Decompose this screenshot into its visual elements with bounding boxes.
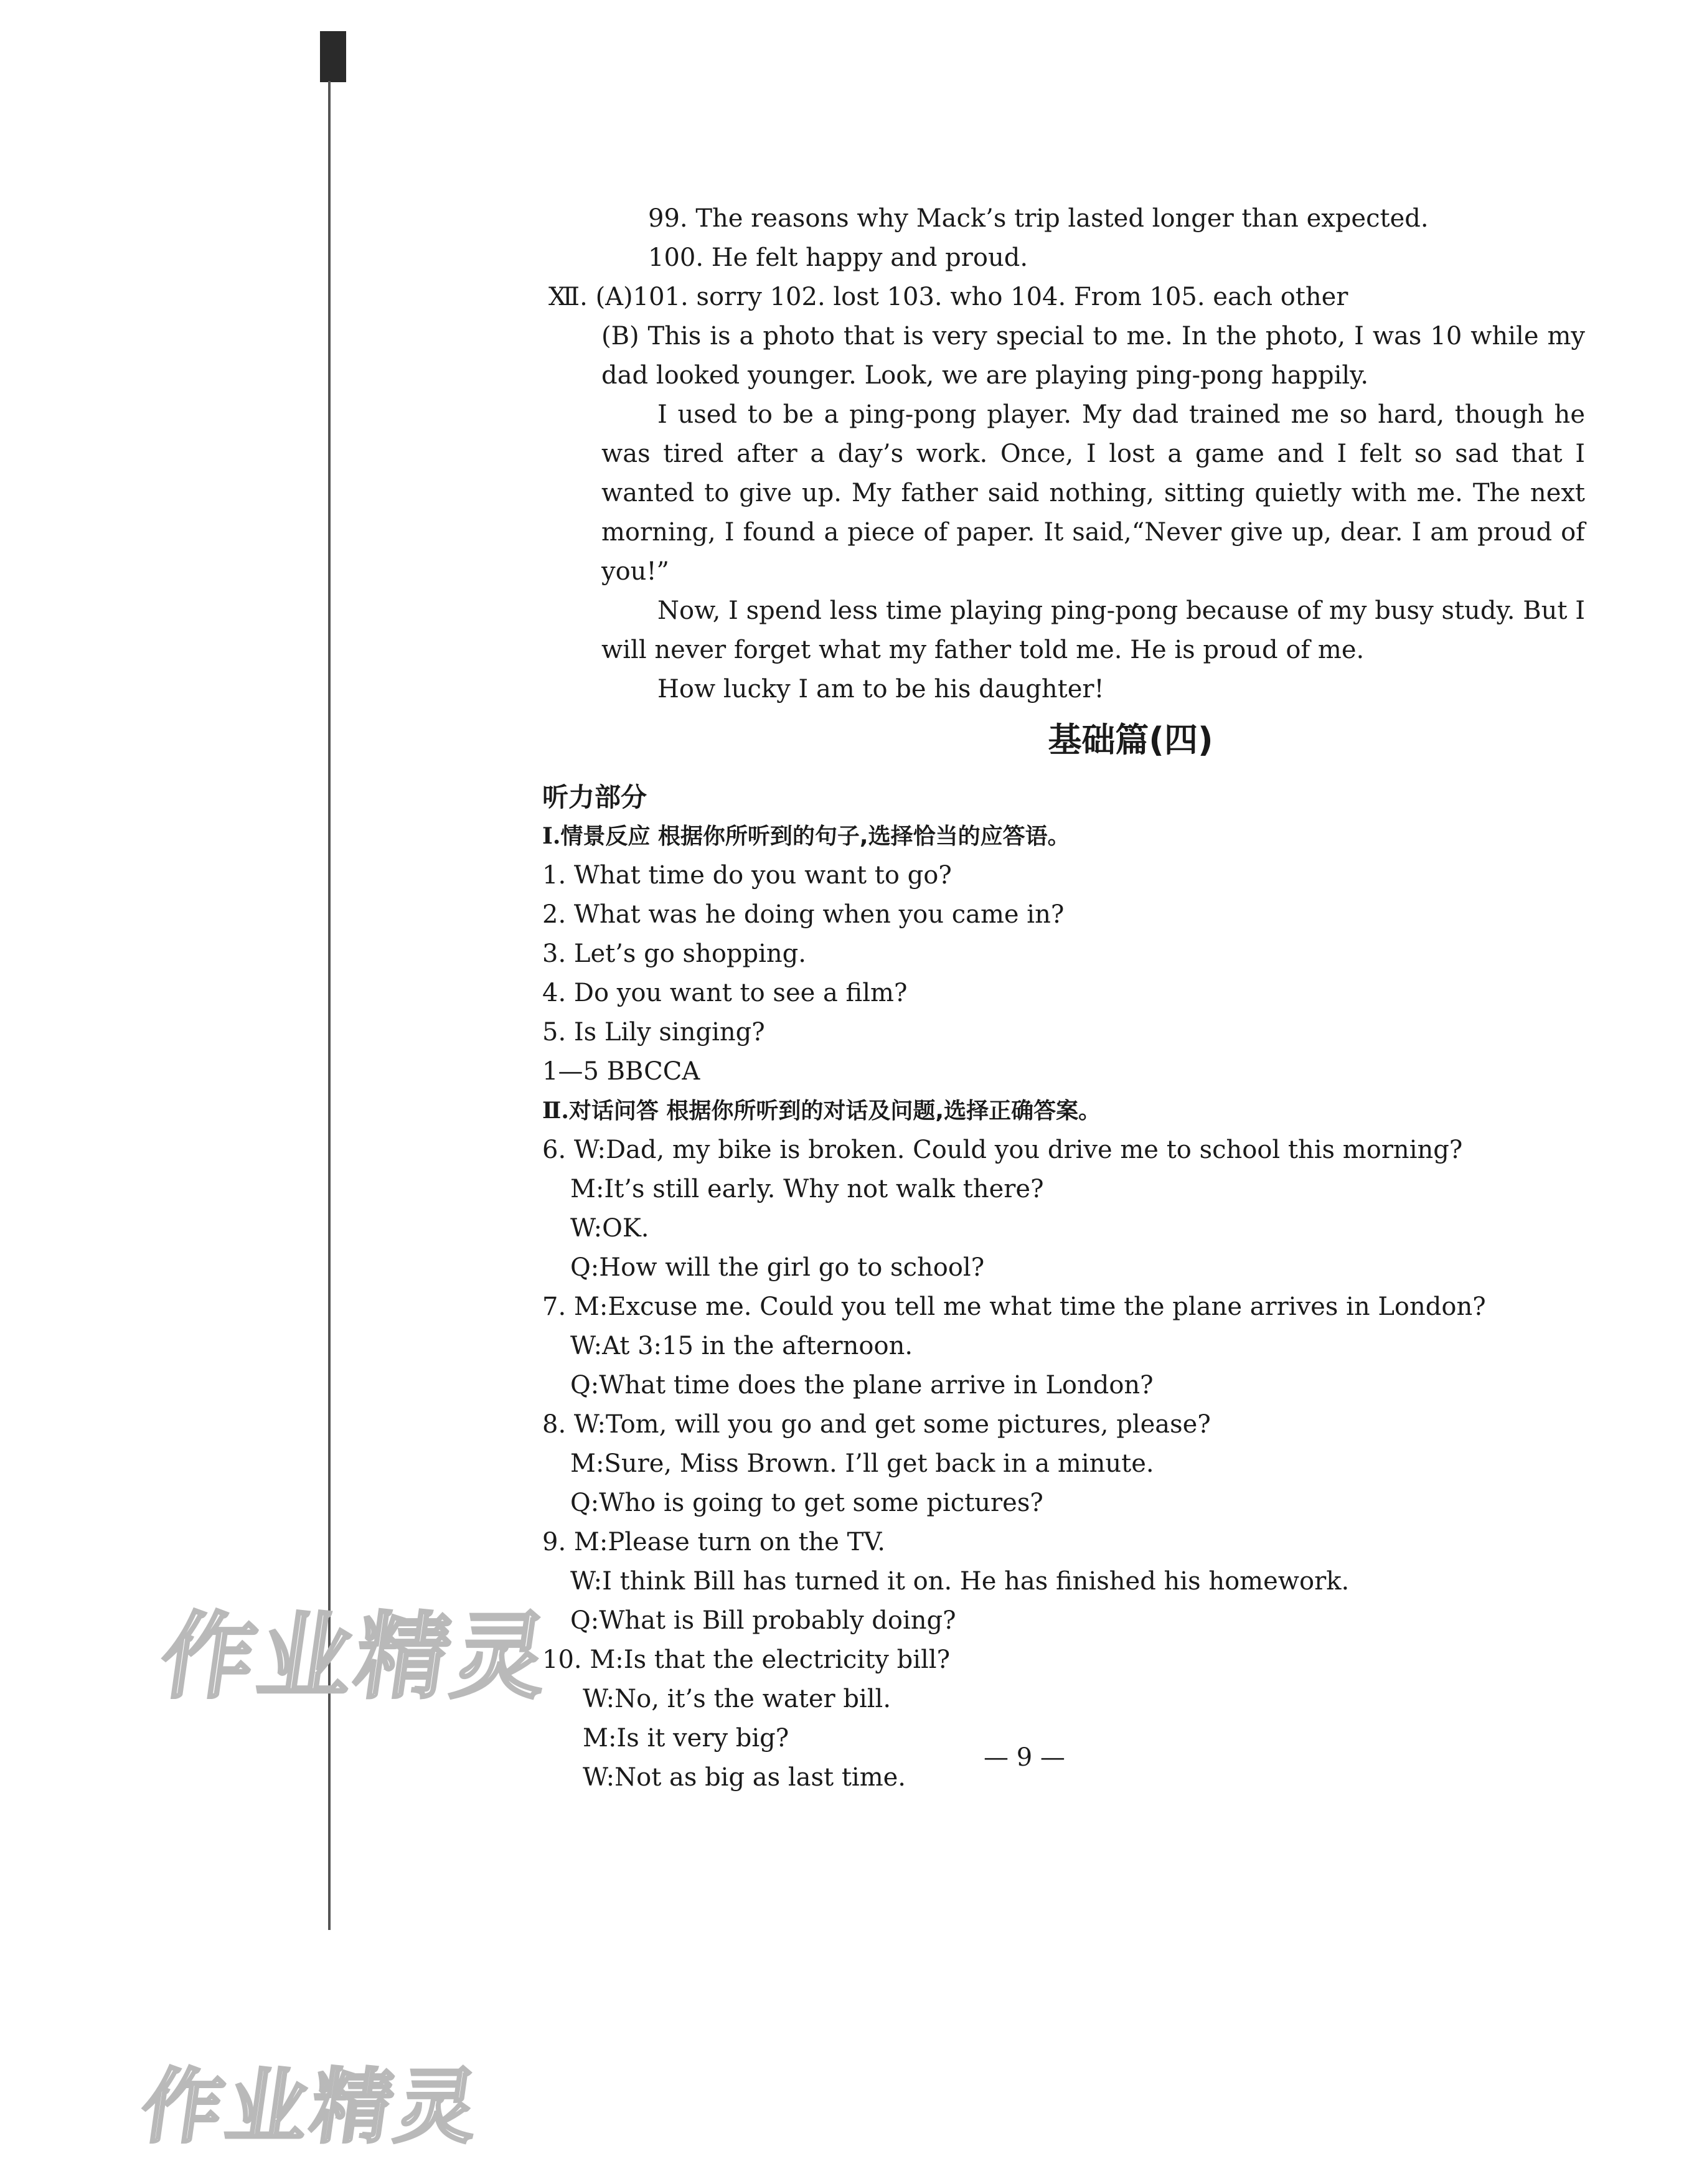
dialogue-line: W:At 3:15 in the afternoon. [570,1332,913,1360]
essay-paragraph: How lucky I am to be his daughter! [657,675,1104,704]
dialogue-line: 7. M:Excuse me. Could you tell me what time the plane arrives in London? [542,1292,1486,1321]
watermark: 作业精灵 [154,1603,558,1711]
question-item: 1. What time do you want to go? [542,861,952,890]
dialogue-line: W:Not as big as last time. [583,1763,906,1792]
watermark: 作业精灵 [135,2059,488,2154]
dialogue-line: M:Is it very big? [583,1724,789,1753]
listening-heading: 听力部分 [542,782,647,812]
essay-paragraph: (B) This is a photo that is very special to me. In the photo, I was 10 while my dad looked younger. Look, we are playing ping-pong happily. [601,322,1585,390]
dialogue-line: M:It’s still early. Why not walk there? [570,1175,1044,1203]
dialogue-line: 10. M:Is that the electricity bill? [542,1645,951,1674]
page-number: — 9 — [984,1743,1065,1772]
part2-number: Ⅱ. [542,1098,569,1124]
essay-paragraph: Now, I spend less time playing ping-pong because of my busy study. But I will never forget what my father told me. He is proud of me. [601,596,1585,664]
answer-line: 100. He felt happy and proud. [648,243,1028,272]
dialogue-line: M:Sure, Miss Brown. I’ll get back in a minute. [570,1449,1154,1478]
question-item: 3. Let’s go shopping. [542,939,807,968]
dialogue-line: Q:What is Bill probably doing? [570,1606,956,1635]
question-item: 2. What was he doing when you came in? [542,900,1065,929]
dialogue-line: W:No, it’s the water bill. [583,1685,891,1713]
part1-heading [542,817,1585,856]
dialogue-line: 6. W:Dad, my bike is broken. Could you drive me to school this morning? [542,1136,1463,1164]
essay-paragraph: I used to be a ping-pong player. My dad trained me so hard, though he was tired after a day’s work. Once, I lost a game and I felt so sad that I wanted to give up. My father said nothing, sitting quietly with me. The next morning, I found a piece of paper. It said,“Never give up, dear. I am proud of you!” [601,400,1585,586]
section-title: 基础篇(四) [1048,720,1213,760]
dialogue-line: Q:What time does the plane arrive in London? [570,1371,1154,1400]
answer-key: 1—5 BBCCA [542,1057,700,1086]
answer-line: 99. The reasons why Mack’s trip lasted longer than expected. [648,204,1429,233]
part2-heading [542,1091,1585,1131]
dialogue-line: Q:How will the girl go to school? [570,1253,985,1282]
dialogue-line: 8. W:Tom, will you go and get some pictures, please? [542,1410,1211,1439]
question-item: 4. Do you want to see a film? [542,979,908,1007]
binding-mark [320,31,346,82]
dialogue-line: W:OK. [570,1214,649,1243]
dialogue-line: Q:Who is going to get some pictures? [570,1489,1043,1517]
dialogue-line: 9. M:Please turn on the TV. [542,1528,885,1556]
part1-number: Ⅰ. [542,823,561,849]
page-content [542,199,1585,1797]
dialogue-line: W:I think Bill has turned it on. He has finished his homework. [570,1567,1350,1596]
part1-instruction: 情景反应 根据你所听到的句子,选择恰当的应答语。 [560,824,1070,849]
answer-line: Ⅻ. (A)101. sorry 102. lost 103. who 104. From 105. each other [548,283,1348,311]
question-item: 5. Is Lily singing? [542,1018,765,1047]
part2-instruction: 对话问答 根据你所听到的对话及问题,选择正确答案。 [568,1098,1101,1124]
